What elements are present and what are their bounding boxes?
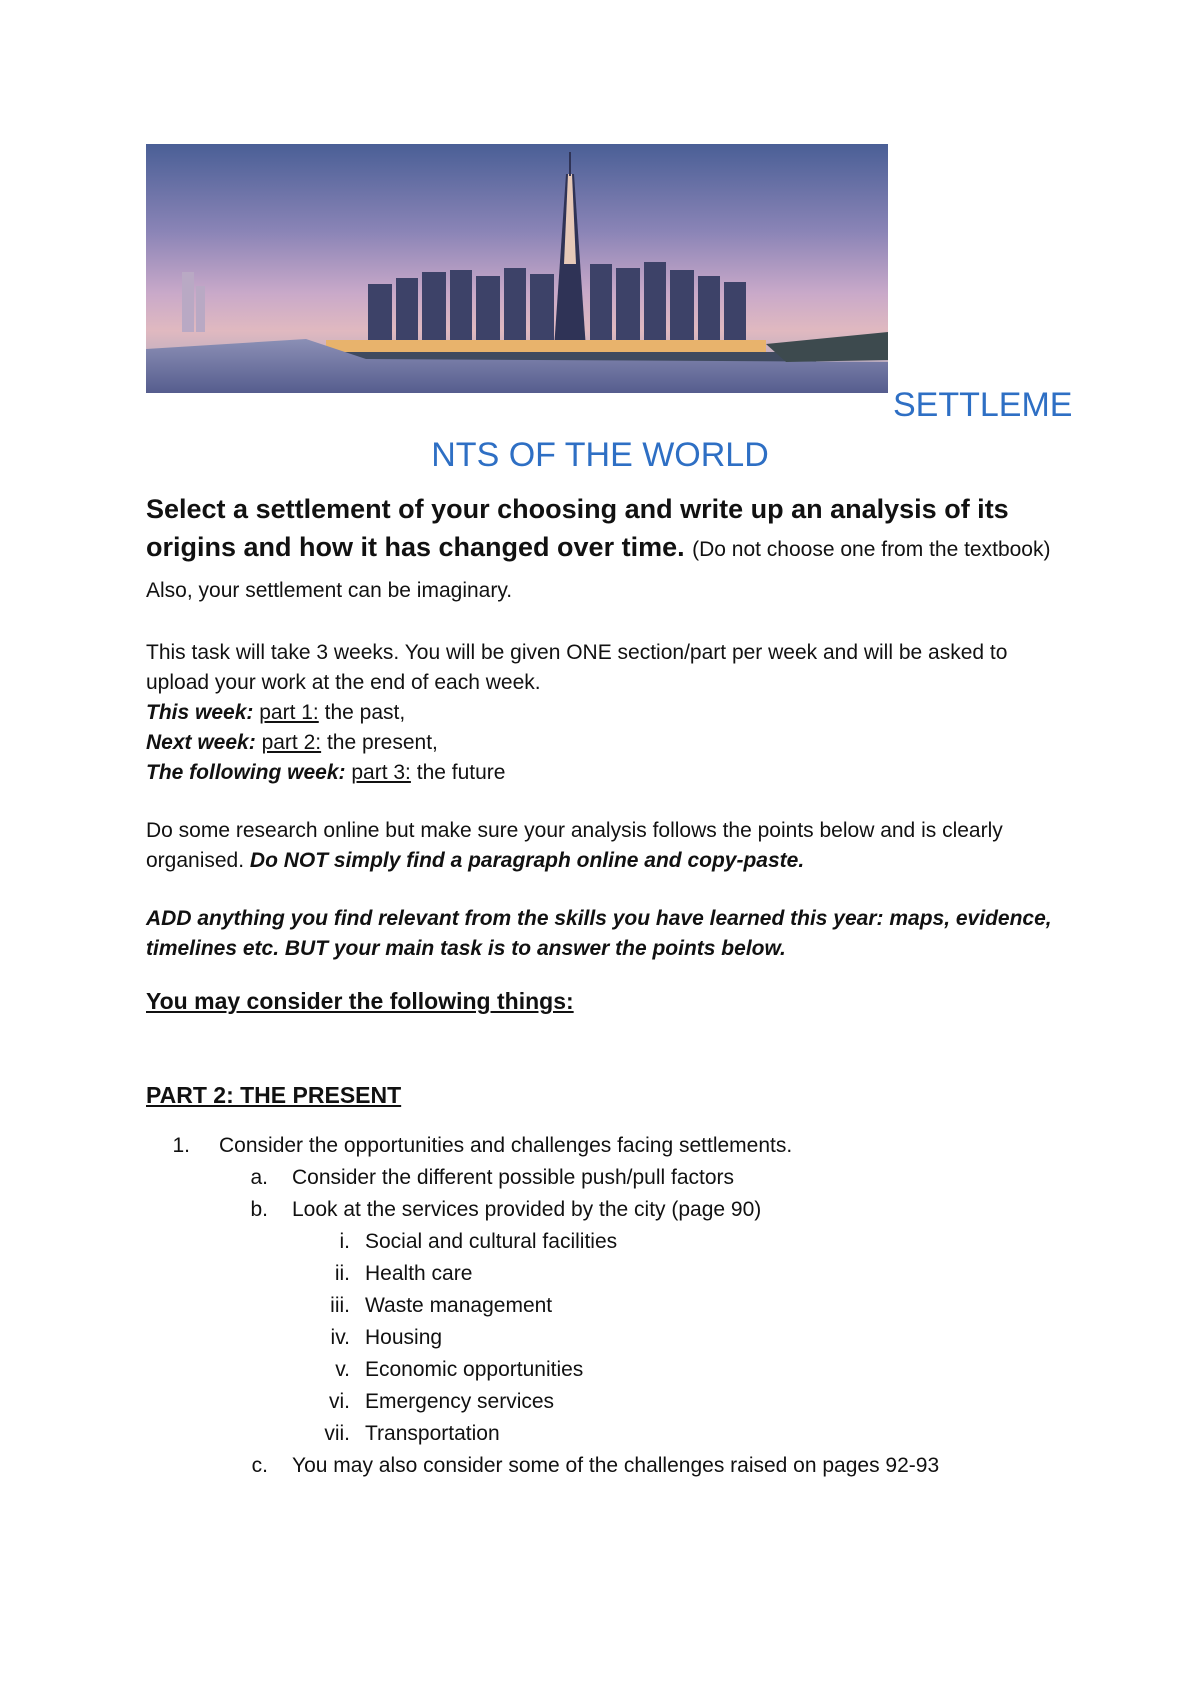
list-item [146, 1194, 1066, 1226]
task-lead-note: (Do not choose one from the textbook) Also, your settlement can be imaginary. [146, 538, 1051, 602]
list-item-text: Health care [365, 1262, 473, 1285]
list-marker: vi. [329, 1390, 350, 1413]
consider-heading: You may consider the following things: [146, 988, 574, 1014]
list-item-text: Waste management [365, 1294, 553, 1317]
list-marker: iv. [330, 1326, 350, 1349]
list-item [146, 1322, 1066, 1354]
list-item [146, 1354, 1066, 1386]
task-instructions [146, 490, 1066, 610]
list-item [146, 1386, 1066, 1418]
week-desc: the past, [324, 701, 406, 724]
list-marker: vii. [324, 1422, 350, 1445]
document-title-part1: SETTLEME [893, 386, 1073, 424]
list-marker: a. [250, 1166, 268, 1189]
document-body [146, 490, 1066, 1482]
list-item [146, 1162, 1066, 1194]
list-item-text: Consider the different possible push/pull factors [292, 1166, 735, 1189]
list-marker: v. [335, 1358, 350, 1381]
city-skyline-image [146, 144, 888, 393]
list-item-text: Consider the opportunities and challenges facing settlements. [219, 1134, 793, 1157]
week-part: part 1: [259, 701, 319, 724]
week-part: part 2: [261, 731, 322, 754]
list-item-text: Economic opportunities [365, 1358, 584, 1381]
list-item [146, 1290, 1066, 1322]
document-title-part2: NTS OF THE WORLD [431, 436, 769, 474]
task-lead-bold: Select a settlement of your choosing and write up an analysis of its origins and how it has changed over time. [146, 494, 1009, 562]
list-item [146, 1130, 1066, 1162]
list-item-text: Look at the services provided by the city (page 90) [292, 1198, 762, 1221]
week-desc: the future [416, 761, 506, 784]
list-item-text: Transportation [365, 1422, 500, 1445]
research-instructions [146, 816, 1066, 876]
add-note: ADD anything you find relevant from the skills you have learned this year: maps, evidence, timelines etc. BUT your main task is to answer the points below. [146, 907, 1052, 960]
list-item [146, 1418, 1066, 1450]
list-item-text: Social and cultural facilities [365, 1230, 618, 1253]
week-label: This week: [146, 701, 254, 724]
list-marker: iii. [330, 1294, 350, 1317]
list-marker: b. [250, 1198, 268, 1221]
research-text: Do some research online but make sure your analysis follows the points below and is clearly organised. [146, 819, 1003, 872]
week-desc: the present, [326, 731, 438, 754]
schedule-intro: This task will take 3 weeks. You will be given ONE section/part per week and will be asked to upload your work at the end of each week. [146, 641, 1008, 694]
list-item-text: You may also consider some of the challenges raised on pages 92-93 [292, 1454, 940, 1477]
list-marker: ii. [334, 1262, 350, 1285]
list-item [146, 1450, 1066, 1482]
list-marker: 1. [172, 1134, 190, 1157]
list-marker: i. [339, 1230, 350, 1253]
list-item-text: Emergency services [365, 1390, 555, 1413]
list-item-text: Housing [365, 1326, 443, 1349]
research-emphasis: Do NOT simply find a paragraph online and copy-paste. [249, 849, 805, 872]
week-row [146, 698, 1066, 728]
week-label: The following week: [146, 761, 346, 784]
week-row [146, 728, 1066, 758]
considerations-list [146, 1130, 1066, 1482]
part-heading: PART 2: THE PRESENT [146, 1082, 402, 1108]
list-item [146, 1258, 1066, 1290]
list-item [146, 1226, 1066, 1258]
week-part: part 3: [351, 761, 411, 784]
week-label: Next week: [146, 731, 256, 754]
list-marker: c. [251, 1454, 268, 1477]
week-row [146, 758, 1066, 788]
